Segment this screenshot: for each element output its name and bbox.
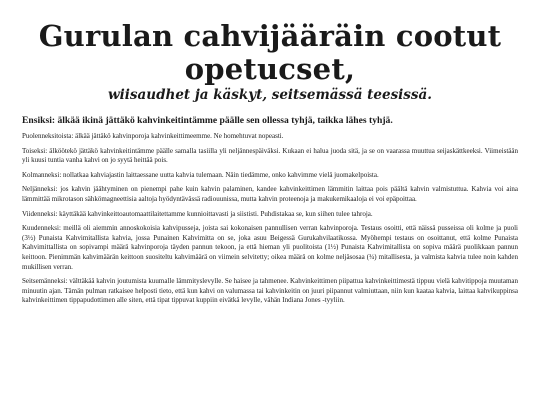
lead-rule: Ensiksi: älkää ikinä jättäkö kahvinkeitintämme päälle sen ollessa tyhjä, taikka lähes tyhjä. xyxy=(22,115,393,126)
document-subtitle: wiisaudhet ja käskyt, seitsemässä teesissä. xyxy=(108,87,432,103)
rule-paragraph: Kolmanneksi: nollatkaa kahviajastin laittaessane uutta kahvia tulemaan. Näin tiedämme, onko kahvimme vielä juomakelpoista. xyxy=(22,170,379,179)
title-line-1: Gurulan cahvijääräin cootut xyxy=(38,19,502,53)
document-title xyxy=(22,0,518,86)
rule-paragraph: Toiseksi: älköötekö jättäkö kahvinkeitintämme päälle samalla tasiilla yli neljännespäiväksi. Kukaan ei halua juoda sitä, ja se on vaarassa muuttua seijaskättkeeksi. Viimeistään yli kuusi tuntia vanha kahvi on jo syytä heittää pois. xyxy=(22,146,518,165)
title-line-2: opetucset, xyxy=(184,52,356,86)
rule-paragraph: Neljänneksi: jos kahvin jäähtyminen on pienempi pahe kuin kahvin palaminen, kandee kahvinkeittimen lämmitin laittaa pois päältä kahvin valmistuttua. Kahvia voi aina lämmittää mikrotason sähkömagneettisia aaltoja hyödyntävässä radiouunissa, mutta kahvin proteenoja ja makukemikaaloja ei voi epäpoittaa. xyxy=(22,185,518,203)
rule-paragraph: Seitsemänneksi: välttäkää kahvin joutumista kuumalle lämmityslevylle. Se haisee ja tahmenee. Kahvinkeittimen piipattua kahvinkeittimestä tippuu vielä kahvitippoja muutaman minuutin ajan. Tämän pulman ratkaisee helposti tieto, että kun kahvi on valumassa tai kahvinkeitin on juuri piipannut valmiuttaan, niin kun kaataa kahvia, laittaa kahvikuppinsa kahvinkeittimen tippapudottimen alle siten, että tipat tippuvat kuppiin eivätkä levylle, vähän Indiana Jones -tyyliin. xyxy=(22,277,518,305)
rule-paragraph: Puolenneksitoista: älkää jättäkö kahvinporoja kahvinkeittimeemme. Ne homehtuvat nopeasti. xyxy=(22,132,284,140)
rule-paragraph: Viidenneksi: käyttäkää kahvinkeittoautomaattilaitettamme kunnioittavasti ja siististi. Puhdistakaa se, kun siihen tulee tahroja. xyxy=(22,209,373,218)
rule-paragraph: Kuudenneksi: meillä oli aiemmin annoskokoisia kahvipusseja, joista sai kokonaisen pannullisen verran kahvinporoja. Testaus osoitti, että näissä pusseissa oli kolme ja puoli (3½) Punaista Kahvimitallista kahvia, jossa Punainen Kahvimitta on se, joka asuu Beigessä Gurukahvilaatikossa. Myöhempi testaus on osoittanut, että kolme Punaista Kahvimittallista on sopivampi määrä kahvinporoja täyden pannun tekoon, ja että hieman yli puolitoista (1½) Punaista Kahvimitallista on sopiva määrä puolikkaan pannun keittoon. Pienimmän kahvimäärän keittoon suositeltu kahvimäärä on viimein selvitetty; oikea määrä on kolme neljäsosaa (¾) mitallisesta, ja valmista kahvia tulee noin kahden mukillisen verran. xyxy=(22,224,518,271)
